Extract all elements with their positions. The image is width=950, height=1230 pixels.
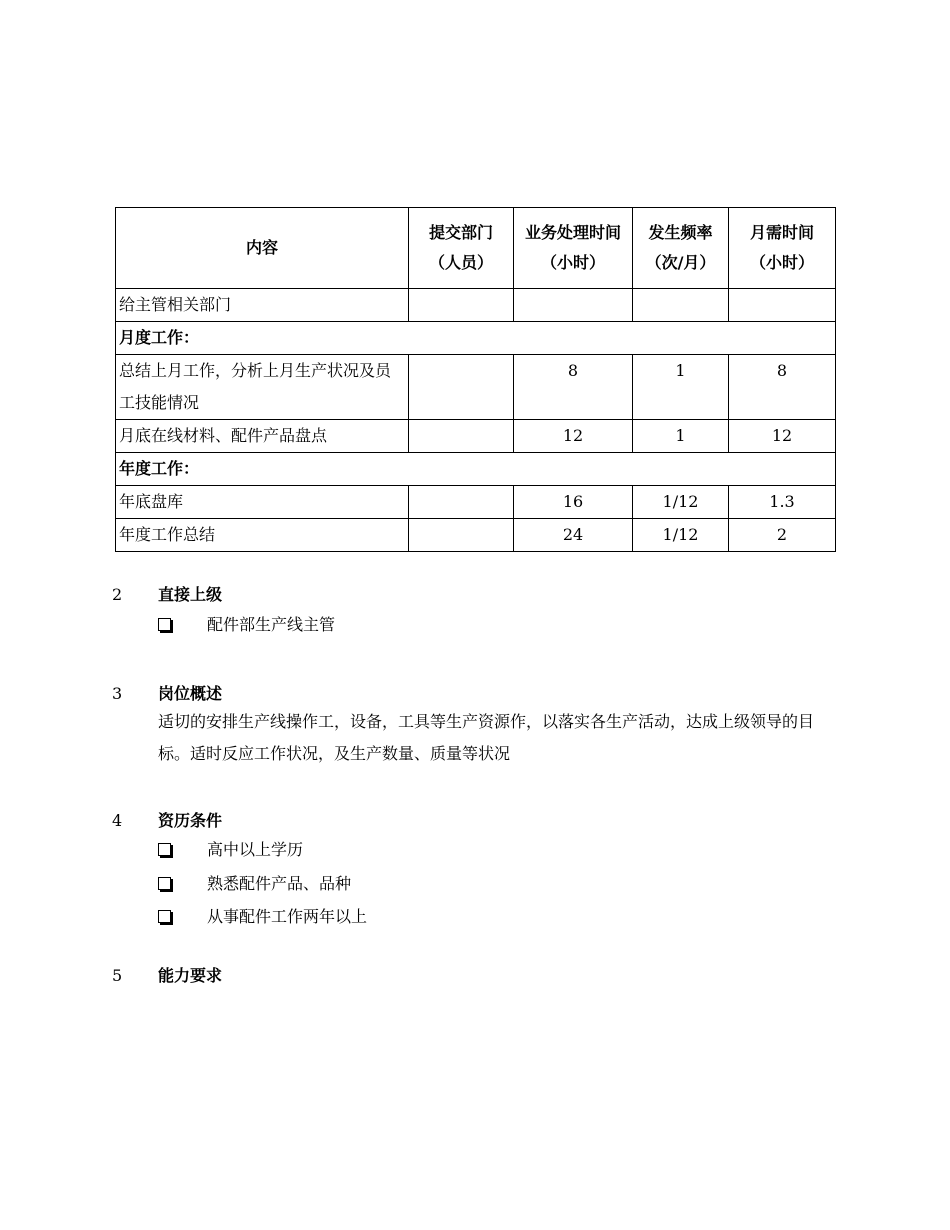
cell-month	[729, 289, 836, 322]
section-label-yearly: 年度工作：	[116, 453, 836, 486]
cell-freq: 1	[633, 355, 729, 420]
header-dept: 提交部门 （人员）	[409, 208, 514, 289]
section-heading-2	[112, 582, 222, 605]
cell-dept	[409, 486, 514, 519]
section-title: 能力要求	[158, 966, 223, 985]
cell-content: 月底在线材料、配件产品盘点	[116, 420, 409, 453]
cell-freq: 1/12	[633, 519, 729, 552]
section-label-monthly: 月度工作：	[116, 322, 836, 355]
cell-freq: 1/12	[633, 486, 729, 519]
section-number: 5	[112, 966, 123, 985]
section-title: 直接上级	[158, 585, 223, 604]
checkbox-bullet-icon	[158, 843, 171, 856]
section-heading-4	[112, 808, 222, 831]
cell-time: 12	[514, 420, 633, 453]
header-freq: 发生频率 （次/月）	[633, 208, 729, 289]
section-paragraph: 适切的安排生产线操作工，设备，工具等生产资源作，以落实各生产活动，达成上级领导的目标。适时反应工作状况，及生产数量、质量等状况	[158, 712, 815, 763]
cell-month: 8	[729, 355, 836, 420]
work-table	[115, 207, 836, 552]
cell-time	[514, 289, 633, 322]
list-item	[158, 874, 351, 894]
checkbox-bullet-icon	[158, 618, 171, 631]
cell-content: 年度工作总结	[116, 519, 409, 552]
header-month: 月需时间 （小时）	[729, 208, 836, 289]
table-row	[116, 289, 836, 322]
table-row	[116, 420, 836, 453]
cell-month: 1.3	[729, 486, 836, 519]
cell-dept	[409, 289, 514, 322]
list-item	[158, 907, 367, 927]
list-item	[158, 615, 335, 635]
cell-content: 年底盘库	[116, 486, 409, 519]
table-row	[116, 519, 836, 552]
checkbox-bullet-icon	[158, 877, 171, 890]
cell-time: 16	[514, 486, 633, 519]
cell-freq	[633, 289, 729, 322]
cell-time: 8	[514, 355, 633, 420]
cell-freq: 1	[633, 420, 729, 453]
table-row	[116, 355, 836, 420]
list-item	[158, 840, 303, 860]
cell-content: 给主管相关部门	[116, 289, 409, 322]
section-row-yearly	[116, 453, 836, 486]
header-time: 业务处理时间 （小时）	[514, 208, 633, 289]
cell-dept	[409, 420, 514, 453]
section-heading-5	[112, 963, 222, 986]
list-item-text: 从事配件工作两年以上	[207, 907, 368, 926]
table-row	[116, 486, 836, 519]
section-row-monthly	[116, 322, 836, 355]
section-title: 岗位概述	[158, 684, 223, 703]
checkbox-bullet-icon	[158, 910, 171, 923]
section-number: 2	[112, 585, 123, 604]
section-heading-3	[112, 681, 222, 704]
cell-time: 24	[514, 519, 633, 552]
header-content: 内容	[116, 208, 409, 289]
list-item-text: 配件部生产线主管	[207, 615, 336, 634]
cell-content: 总结上月工作，分析上月生产状况及员工技能情况	[116, 355, 409, 420]
section-title: 资历条件	[158, 811, 223, 830]
list-item-text: 熟悉配件产品、品种	[207, 874, 352, 893]
section-number: 3	[112, 684, 123, 703]
table-header-row	[116, 208, 836, 289]
section-number: 4	[112, 811, 123, 830]
list-item-text: 高中以上学历	[207, 840, 304, 859]
cell-month: 2	[729, 519, 836, 552]
cell-dept	[409, 519, 514, 552]
cell-month: 12	[729, 420, 836, 453]
cell-dept	[409, 355, 514, 420]
